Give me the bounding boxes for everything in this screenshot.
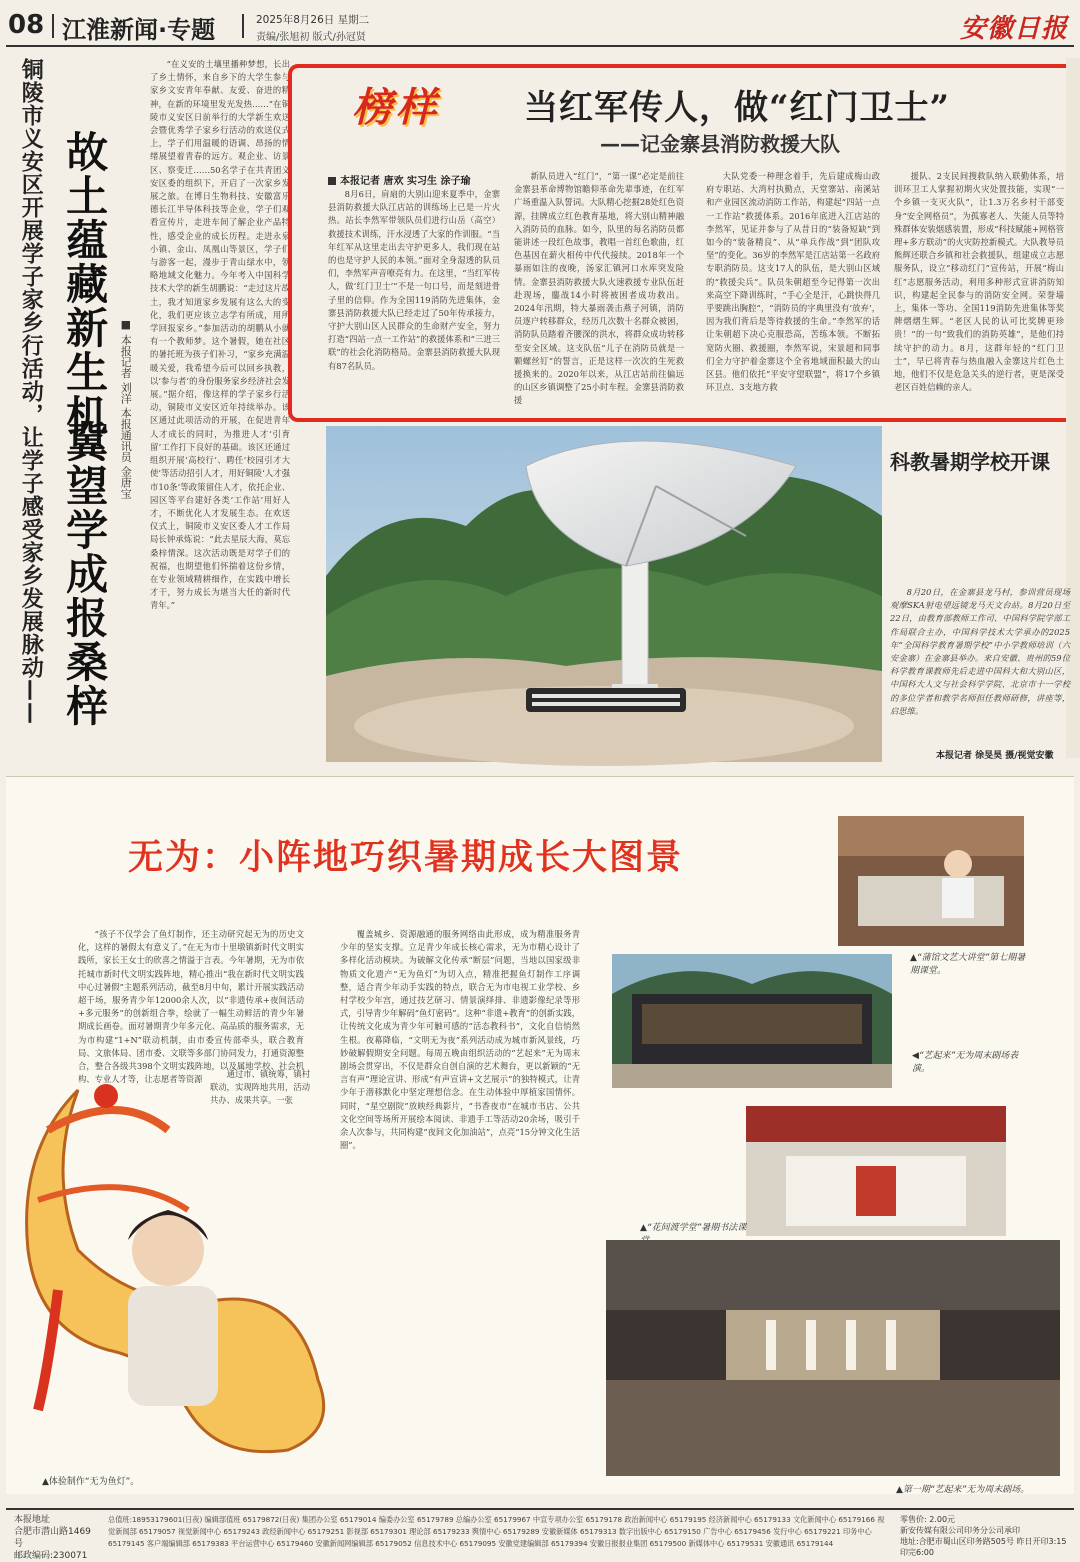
weekend-theater-caption: ▲第一期“艺起来”无为周末剧场。 [896,1485,1030,1495]
page-number: 08 [8,10,45,40]
left-story-byline: ■ 本报记者 刘洋 本报通讯员 金唐宝 [119,318,133,499]
lecture-photo-image [838,816,1024,946]
theater-caption: ◀“艺起来”无为周末剧场表演。 [912,1051,1019,1074]
calligraphy-photo [746,1106,1006,1236]
feature-column-1: 8月6日，肩扇的大别山迎来夏季中，金寨县消防救援大队江店站的训练场上已是一片火热。站长李然军带领队员们进行山岳（高空）救援技术训练，汗水浸透了大家的作训服。“当年红军从这里走出去守护更多人，我们现在站的也是守护人民的本领。”面对全身湿透的队员们，李然军声音嘹亮有力。在这里，“当红军传人，做‘红门卫士’”不是一句口号，而是刻进骨子里的信仰。作为全国119消防先进集体，金寨县消防救援大队已经走过了50年传承接力，守护大别山区人民群众的生命财产安全，努力打造“四站一点一工作站”的救援体系和“三进三联”的社会化消防格局。金寨县消防救援大队现有87名队员。 [328,189,500,371]
weekend-theater-photo [606,1240,1060,1476]
telescope-photo [326,426,882,762]
wuwei-story-title: 无为：小阵地巧织暑期成长大图景 [128,837,684,878]
lecture-photo [838,816,1024,946]
header-separator [242,14,244,38]
calligraphy-caption: ▲“花间渡学堂”暑期书法课 [640,1223,747,1233]
footer-contacts: 总值班:18953179601(日夜) 编辑部值班 65179872(日夜) 集团办公室 65179014 编委办公室 65179789 总编办公室 65179967 中宣专项办公室 65179178 政治新闻中心 65179195 经济新闻中心 65179133 文化新闻中心 65179166 视觉新闻部 65179057 视觉新闻中心 65179243 政经新闻中心 65179251 影视部 65179301 理论部 65179233 舆情中心 65179289 安徽新媒体 65179313 数字出版中心 65179150 广告中心 65179456 发行中心 65179221 印务中心 65179145 客户端编辑部 65179383 平台运营中心 65179460 安徽新闻网编辑部 65179052 信息技术中心 65179095 安徽党建编辑部 65179394 安徽日报报业集团 65179500 新媒体中心 65179531 安徽通讯 65179144 [108,1515,885,1548]
child-photo [128,1210,218,1406]
theater-performance-photo [612,954,892,1088]
feature-column-2: 新队员进入“红门”，“第一课”必定是前往金寨县革命博物馆瞻仰革命先辈事迹，在红军广场重温入队誓词。大队精心挖掘28处红色资源，挂牌成立红色教育基地，将大别山精神融入消防员的血脉。如今，队里的每名消防员都能讲述一段红色故事，教唱一首红色歌曲，红色基因在薪火相传中代代接续。2018年一个暴雨如注的夜晚，汤家汇镇河口水库突发险情。金寨县消防救援大队火速救援专业队伍赶赴现场，鏖战14小时将被困者成功救出。2024年汛期，特大暴雨袭击燕子河镇，消防员逐户转移群众，经历几次数十名群众被困，消防队员踏着齐腰深的洪水，将群众成功转移至安全区域。这支队伍“儿子在消防员就是一颗螺丝钉”的誓言，正是这样一次次的生死救援换来的。2020年以来，从江店站前往偏远的山区乡镇调整了25小时车程。金寨县消防救援 [514,171,684,406]
wuwei-body-1: “孩子不仅学会了鱼灯制作，还主动研究起无为的历史文化，这样的暑假太有意义了。”在无为市十里墩镇新时代文明实践所，家长王女士的欣喜之情溢于言表。今年暑期，无为市依托城市新时代文明实践阵地，精心推出“我在新时代文明实践中心过暑假”主题系列活动，截至8月中旬，累计开展实践活动超千场，服务青少年12000余人次，以“非遗传承+夜间活动+多元服务”的创新组合拳，绘就了一幅生动鲜活的青少年暑期成长画卷。面对暑期青少年多元化、高品质的服务需求，无为市构建“1+N”联动机制，由市委宣传部牵头，联合教育局、文旅体局、团市委、文联等多部门协同发力，打通资源整合，整合各级共398个文明实践阵地，以及属地学校、社会机构、专业人才等，让志愿者等资源 [78,929,304,1085]
feature-subtitle: ——记金寨县消防救援大队 [600,132,840,156]
science-camp-caption: 8月20日，在金寨县龙马村，参训营员现场观摩SKA射电望远镜龙马天文台站。8月20日至22日，由教育部教师工作司、中国科学院学部工作局联合主办，中国科学技术大学承办的2025年“全国科学教育暑期学校”中小学教师培训（六安金寨）在金寨县举办。来自安徽、贵州的59位科学教育课教师先后走进中国科大和大别山区，中国科大人文与社会科学学院、北京市十一学校的多位学者和教学名师担任教师研修，讲座等，启思维。 [890,587,1070,716]
science-camp-title: 科教暑期学校开课 [890,450,1050,474]
left-story-title-line2: 冀望学成报桑梓 [60,420,110,728]
science-camp-byline: 本报记者 徐旻昊 摄/视觉安徽 [936,751,1054,761]
feature-column-3: 大队党委一种理念着手，先后建成梅山政府专职站、大湾村执勤点，天堂寨站、南溪站和产业园区流动消防工作站，构建起“四站一点一工作站”救援体系。2016年底进入江店站的李然军，见证并参与了从昔日的“装备短缺”到如今的“装备精良”、从“单兵作战”到“团队攻坚”的变化。36岁的李然军是江店站第一名政府专职消防员。这支17人的队伍，是大别山区域的“救援尖兵”。队员朱朝超至今记得第一次出来高空下降训练时，“手心全是汗，心跳快得几乎要跳出胸腔”，“消防员的字典里没有‘放弃’，因为我们背后是等待救援的生命。”李然军的话让朱朝超下决心克服恐高，苦练本领。不断拓宽防火圈、救援圈，李然军说，宋景超和同事们全力守护着金寨这个全省地域面积最大的山区县。他们依托“平安守望联盟”，将17个乡镇环卫点、3支地方救 [706,171,880,393]
issue-date: 2025年8月26日 星期二 [256,14,370,26]
feature-byline [328,172,470,187]
theater-performance-image [612,954,892,1088]
left-story-subtitle: 铜陵市义安区开展学子家乡行活动，让学子感受家乡发展脉动—— [18,58,44,725]
feature-byline-text: 本报记者 唐欢 实习生 涂子瑜 [340,176,471,187]
header-separator [52,14,54,38]
lecture-caption: ▲“蒲馆文艺大讲堂”第七期暑期课堂。 [910,953,1026,976]
footer-print-info: 零售价: 2.00元 新安传媒有限公司印务分公司承印 地址:合肥市蜀山区印务路505号 昨日开印3:15 印完6:00 [900,1515,1067,1557]
wuwei-body-2: 覆盖城乡、资源融通的服务网络由此形成，成为精准服务青少年的坚实支撑。立足青少年成长核心需求，无为市精心设计了多样化活动模块。为破解文化传承“断层”问题，当地以国家级非物质文化遗产“无为鱼灯”为切入点，精准把握鱼灯制作工序调整，适合青少年动手实践的特点，联合无为市电视工业学校、乡村学校少年宫，通过技艺研习、情景演绎排、非遗影像纪录等形式，引导青少年解码“鱼灯密码”。这种“非遗+教育”的创新实践，让传统文化成为青少年可触可感的“活态教科书”，文化自信悄然生根。夜幕降临，“文明无为夜”系列活动成为城市新风景线，巧妙破解假期安全问题。每周五晚由组织活动的“艺起来”无为周末剧场会贯穿出，不仅是群众自创自演的艺术舞台，更以新颖的“无言有声”理论宣讲、形成“有声宣讲+文艺展示”的独特模式，让青少年于潜移默化中坚定理想信念。在生动体验中厚植家国情怀。同时，“星空剧院”放映经典影片，“书香夜市”在城市书店、公共文化空间等场所开展绘本阅读、非遗手工等活动20余场，吸引千余人次参与，共同构建“夜间文化加油站”，点亮“15分钟文化生活圈”。 [340,929,580,1151]
fish-lantern-illustration [18,1050,348,1470]
section-name: 江淮新闻·专题 [62,16,216,44]
wuwei-body-1b: 通过市、镇统筹，镇村联动，实现阵地共用，活动共办、成果共享。一张 [210,1069,310,1106]
feature-title: 当红军传人，做“红门卫士” [524,88,951,128]
editors-credit: 责编/张旭初 版式/孙冠贤 [256,32,366,43]
left-story-title-line1: 故土蕴藏新生机 [60,130,110,438]
fish-lantern-caption: ▲体验制作“无为鱼灯”。 [42,1477,140,1487]
role-model-badge-text: 榜样 [352,84,440,131]
newspaper-logo: 安徽日报 [959,14,1068,44]
header-rule [6,45,1074,47]
feature-column-4: 援队、2支民间搜救队纳入联勤体系，培训环卫工人掌握初期火灾处置技能，实现“一个乡镇一支灭火队”，让1.3万名乡村干部变身“安全网格员”，为孤寡老人、失能人员等特殊群体安装烟感装置，形成“科技赋能+网格管理+多方联动”的火灾防控新模式。大队教导员熊辉还联合乡镇和社会救援队，组建成立志愿服务队，设立“移动红门”宣传站，开展“梅山红”志愿服务活动，利用多种形式宣讲消防知识，构建起全民参与的消防安全网。荣誉墙上，集体一等功、全国119消防先进集体等奖牌熠熠生辉。“老区人民的认可比奖牌更珍贵！”的一句“致我们的消防英雄”，是他们持续守护的动力。8月，这群年轻的“红门卫士”，早已将青春与热血融入金寨这片红色土地，他们不仅是危急关头的逆行者，更是深受老区百姓信赖的亲人。 [894,171,1064,393]
role-model-badge [328,80,464,136]
footer-address: 本报地址 合肥市潜山路1469号 邮政编码:230071 [14,1515,91,1561]
weekend-theater-image [606,1240,1060,1476]
calligraphy-photo-image [746,1106,1006,1236]
telescope-photo-image [326,426,882,762]
left-story-body: “在义安的土壤里播种梦想，长出了乡土情怀，来自乡下的大学生参与家乡文安青年奉献、友爱、奋进的精神，在新的环境里发光发热……”在铜陵市义安区日前举行的大学新生欢送会暨优秀学子家乡行活动的欢送仪式上，学子们用温暖的语调、昂扬的情绪展望着青春的远方。观企业、访景区、察变迁……50名学子在共青团义安区委的组织下，开启了一次家乡发展之旅。在博日生物科技、安徽富乐德长江半导体科技等企业，学子们观看宣传片，走进车间了解企业产品特性，感受企业的成长历程。走进永泉小镇、金山、凤凰山等景区，学子们与游客一起，漫步于青山绿水中，领略地域文化魅力。今年考入中国科学技术大学的新生胡鹏说：“走过这片故土，我才知道家乡发展有这么大的变化，我们更应该立志学有所成，用所学回报家乡。”参加活动的胡鹏从小就有一个教师梦。这个暑假，她在社区的暑托班为孩子们补习，“家乡充满温暖关爱，我希望今后可以回乡执教，以‘参与者’的身份服务家乡经济社会发展。”据介绍，像这样的学子家乡行活动，铜陵市义安区近年持续举办。该区通过此项活动的开展，在促进青年人才成长的同时，为推进人才‘引育留’工作打下良好的基础。该区还通过组织开展‘高校行’、聘任‘校园引才大使’等活动招引人才，用好铜陵‘人才强市10条’等政策留住人才，依托企业、园区等平台建好各类‘工作站’用好人才，不断优化人才发展生态。在欢送仪式上，铜陵市义安区委人才工作局局长钟承炼说：“此去星辰大海，莫忘桑梓情深。这次活动既是对学子们的祝福，也期望他们怀揣着这份乡情，在专业领域精耕细作，在实践中增长才干，努力成长为堪当大任的新时代青年。” [150,59,290,611]
fish-lantern-image [18,1050,348,1470]
